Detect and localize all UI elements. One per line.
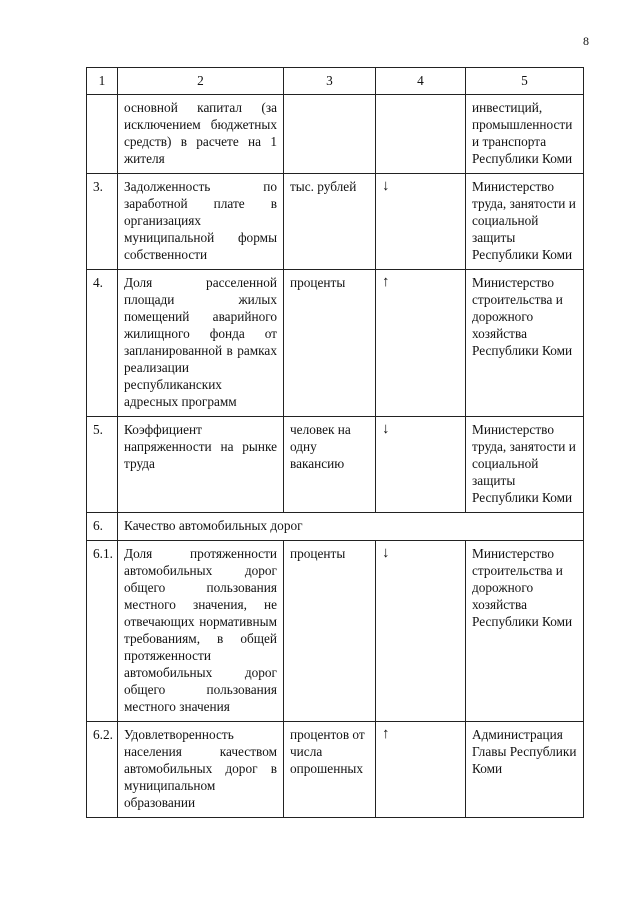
section-row xyxy=(87,513,584,541)
trend-arrow-icon: ↓ xyxy=(376,417,466,513)
table-row xyxy=(87,95,584,174)
indicator-name: Доля протяженности автомобильных дорог общего пользования местного значения, не отвечающих нормативным требованиям, в общей протяженности автомобильных дорог общего пользования местного значения xyxy=(118,541,284,722)
indicator-name: Коэффициент напряженности на рынке труда xyxy=(118,417,284,513)
indicator-name: Удовлетворенность населения качеством автомобильных дорог в муниципальном образовании xyxy=(118,722,284,818)
column-header-3: 3 xyxy=(284,68,376,95)
table-row xyxy=(87,417,584,513)
indicator-name: основной капитал (за исключением бюджетных средств) в расчете на 1 жителя xyxy=(118,95,284,174)
row-number xyxy=(87,95,118,174)
unit xyxy=(284,95,376,174)
row-number: 5. xyxy=(87,417,118,513)
indicators-table xyxy=(86,67,584,818)
table-row xyxy=(87,270,584,417)
row-number: 4. xyxy=(87,270,118,417)
column-header-1: 1 xyxy=(87,68,118,95)
section-title: Качество автомобильных дорог xyxy=(118,513,584,541)
table-row xyxy=(87,541,584,722)
section-number: 6. xyxy=(87,513,118,541)
trend-arrow-icon: ↑ xyxy=(376,270,466,417)
unit: человек на одну вакансию xyxy=(284,417,376,513)
page-number: 8 xyxy=(583,34,589,48)
row-number: 6.2. xyxy=(87,722,118,818)
responsible-body: Администрация Главы Республики Коми xyxy=(466,722,584,818)
unit: проценты xyxy=(284,541,376,722)
table-row xyxy=(87,174,584,270)
responsible-body: Министерство труда, занятости и социальной защиты Республики Коми xyxy=(466,417,584,513)
trend-arrow-icon xyxy=(376,95,466,174)
column-header-4: 4 xyxy=(376,68,466,95)
column-header-5: 5 xyxy=(466,68,584,95)
row-number: 3. xyxy=(87,174,118,270)
responsible-body: инвестиций, промышленности и транспорта Республики Коми xyxy=(466,95,584,174)
responsible-body: Министерство труда, занятости и социальной защиты Республики Коми xyxy=(466,174,584,270)
column-header-2: 2 xyxy=(118,68,284,95)
header-row xyxy=(87,68,584,95)
unit: тыс. рублей xyxy=(284,174,376,270)
indicator-name: Доля расселенной площади жилых помещений аварийного жилищного фонда от запланированной в рамках реализации республиканских адресных программ xyxy=(118,270,284,417)
unit: процентов от числа опрошенных xyxy=(284,722,376,818)
indicator-name: Задолженность по заработной плате в организациях муниципальной формы собственности xyxy=(118,174,284,270)
table-row xyxy=(87,722,584,818)
trend-arrow-icon: ↓ xyxy=(376,174,466,270)
trend-arrow-icon: ↑ xyxy=(376,722,466,818)
row-number: 6.1. xyxy=(87,541,118,722)
trend-arrow-icon: ↓ xyxy=(376,541,466,722)
responsible-body: Министерство строительства и дорожного хозяйства Республики Коми xyxy=(466,270,584,417)
unit: проценты xyxy=(284,270,376,417)
responsible-body: Министерство строительства и дорожного хозяйства Республики Коми xyxy=(466,541,584,722)
